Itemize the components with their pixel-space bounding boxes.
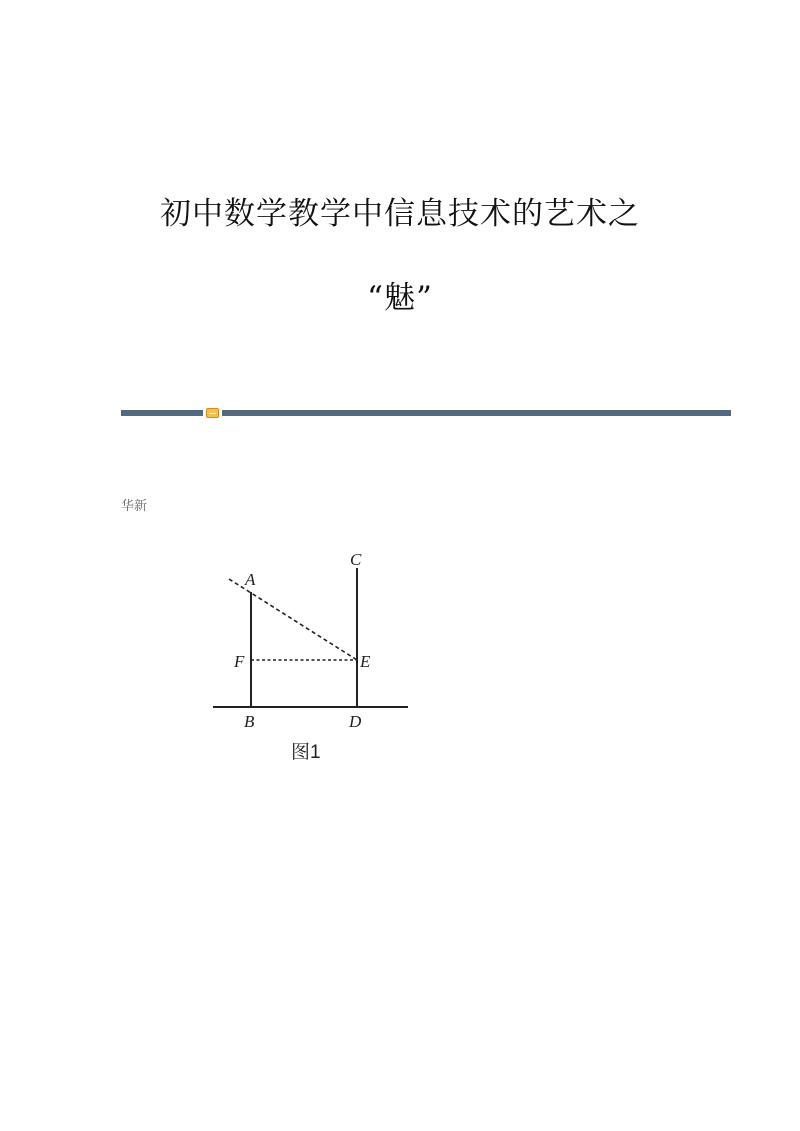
point-label-a: A [245,570,256,589]
point-label-d: D [349,712,362,731]
point-label-e: E [360,652,371,671]
point-label-c: C [350,550,362,569]
divider-bar-right [222,410,731,416]
geometry-diagram [205,540,420,770]
divider-bar-left [121,410,203,416]
point-label-b: B [244,712,255,731]
figure-caption: 图1 [291,742,321,763]
dashed-line-ae [229,579,357,660]
point-label-f: F [234,652,245,671]
document-icon [206,408,219,418]
document-title-line-2: “魅” [367,280,433,316]
title-divider [121,408,731,420]
document-title-line-1: 初中数学教学中信息技术的艺术之 [160,196,640,232]
geometry-figure [205,540,420,770]
author-name: 华新 [121,499,148,514]
